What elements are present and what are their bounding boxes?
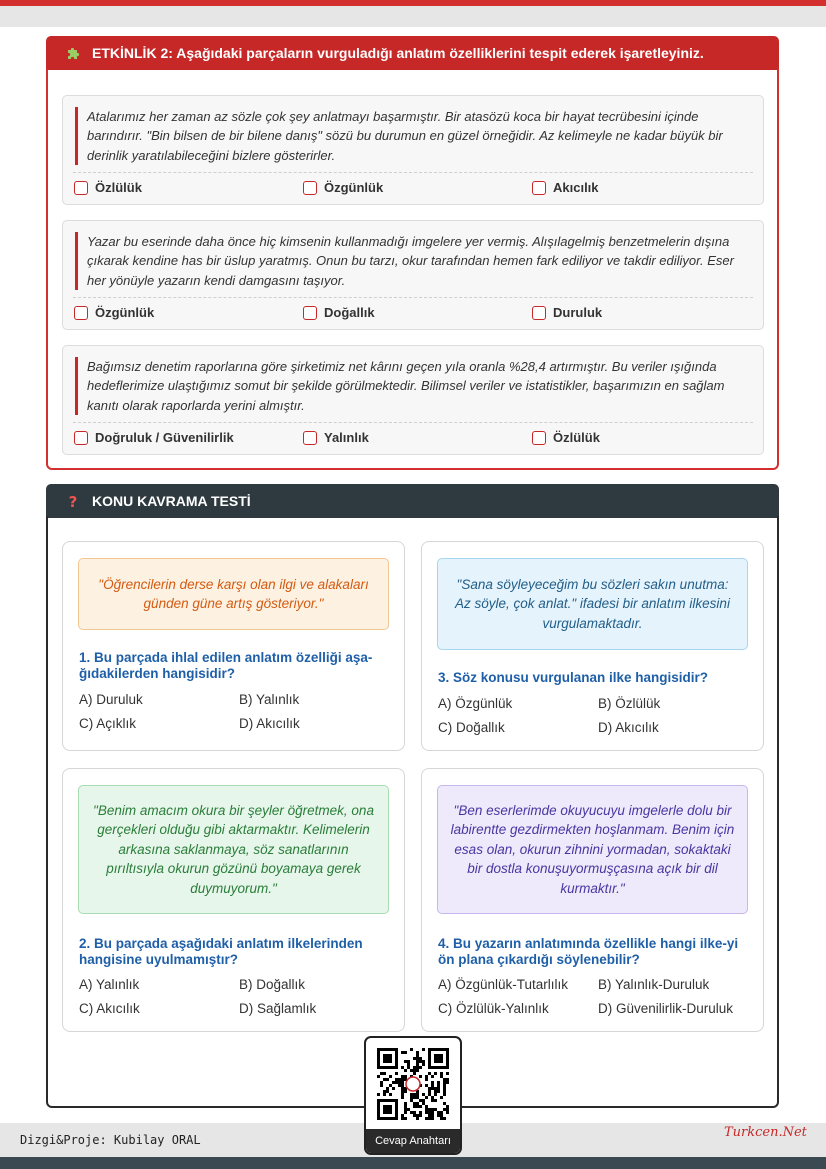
question-mark-icon bbox=[64, 492, 82, 510]
answer-option[interactable]: A) Özgünlük-Tutarlılık bbox=[438, 977, 569, 992]
option-checkbox[interactable] bbox=[532, 180, 599, 195]
answer-option[interactable]: B) Özlülük bbox=[598, 696, 661, 711]
quote-box: "Ben eserlerimde okuyucuyu imgelerle dolu bir labirentte gezdirmekten hoşlanmam. Benim için esas olan, okurun zihnini yormadan, sokaktaki bir dostla konuşuyormuşçasına açık bir dil kurmaktır." bbox=[437, 785, 748, 914]
footer-bottom-bar bbox=[0, 1157, 826, 1169]
checkbox-icon[interactable] bbox=[532, 431, 546, 445]
option-checkbox[interactable] bbox=[74, 430, 234, 445]
option-label: Doğallık bbox=[324, 305, 375, 320]
option-label: Özlülük bbox=[95, 180, 142, 195]
activity-paragraph: Yazar bu eserinde daha önce hiç kimsenin kullanmadığı imgelere yer vermiş. Alışılagelmiş benzetmelerin dışına çıkarak kendine has bir üslup yaratmış. Onun bu tarzı, okur tarafından hemen fark ediliyor ve takdir ediliyor. Eser her yönüyle yazarın kendi damgasını taşıyor. bbox=[75, 232, 755, 290]
checkbox-icon[interactable] bbox=[303, 306, 317, 320]
answer-option[interactable]: D) Akıcılık bbox=[239, 716, 300, 731]
option-checkbox[interactable] bbox=[532, 430, 600, 445]
test-title: KONU KAVRAMA TESTİ bbox=[92, 493, 251, 509]
activity-paragraph: Atalarımız her zaman az sözle çok şey anlatmayı başarmıştır. Bir atasözü koca bir hayat tecrübesini içinde barındırır. "Bin bilsen de bir bilene danış" sözü bu durumun en güzel örneğidir. Az kelimeyle ne kadar büyük bir derinlik yaratılabileceğini bizlere gösterirler. bbox=[75, 107, 755, 165]
answer-option[interactable]: C) Doğallık bbox=[438, 720, 505, 735]
test-banner bbox=[46, 484, 779, 518]
checkbox-icon[interactable] bbox=[532, 306, 546, 320]
puzzle-icon bbox=[64, 44, 82, 62]
answer-option[interactable]: C) Özlülük-Yalınlık bbox=[438, 1001, 549, 1016]
qr-code-icon[interactable] bbox=[377, 1048, 449, 1120]
divider bbox=[73, 297, 753, 298]
activity-card-1 bbox=[62, 95, 764, 205]
answer-option[interactable]: A) Özgünlük bbox=[438, 696, 513, 711]
answer-option[interactable]: C) Açıklık bbox=[79, 716, 137, 731]
brand-logo[interactable]: Turkcen.Net bbox=[724, 1125, 807, 1140]
answer-option[interactable]: B) Yalınlık bbox=[239, 692, 300, 707]
svg-text:?: ? bbox=[68, 493, 78, 509]
option-label: Doğruluk / Güvenilirlik bbox=[95, 430, 234, 445]
option-label: Yalınlık bbox=[324, 430, 369, 445]
option-checkbox[interactable] bbox=[303, 305, 375, 320]
option-label: Akıcılık bbox=[553, 180, 599, 195]
option-label: Özgünlük bbox=[324, 180, 384, 195]
question-text: 3. Söz konusu vurgulanan ilke hangisidir? bbox=[438, 670, 709, 685]
checkbox-icon[interactable] bbox=[303, 181, 317, 195]
question-card-3 bbox=[421, 541, 764, 751]
checkbox-icon[interactable] bbox=[74, 181, 88, 195]
question-card-1 bbox=[62, 541, 405, 751]
answer-option[interactable]: D) Akıcılık bbox=[598, 720, 659, 735]
answer-option[interactable]: D) Sağlamlık bbox=[239, 1001, 317, 1016]
activity-title: ETKİNLİK 2: Aşağıdaki parçaların vurguladığı anlatım özelliklerini tespit ederek işaretleyiniz. bbox=[92, 45, 704, 61]
answer-option[interactable]: D) Güvenilirlik-Duruluk bbox=[598, 1001, 734, 1016]
option-label: Duruluk bbox=[553, 305, 603, 320]
answer-key-qr[interactable] bbox=[364, 1036, 462, 1155]
activity-card-2 bbox=[62, 220, 764, 330]
top-gray-bar bbox=[0, 6, 826, 27]
question-text: 4. Bu yazarın anlatımında özellikle hangi ilke-yi ön plana çıkardığı söylenebilir? bbox=[438, 936, 739, 967]
answer-option[interactable]: B) Doğallık bbox=[239, 977, 306, 992]
question-card-2 bbox=[62, 768, 405, 1032]
option-label: Özgünlük bbox=[95, 305, 155, 320]
answer-option[interactable]: A) Yalınlık bbox=[79, 977, 140, 992]
activity-paragraph: Bağımsız denetim raporlarına göre şirketimiz net kârını geçen yıla oranla %28,4 artırmıştır. Bu veriler ışığında hedeflerimize ulaştığımız somut bir şekilde görülmektedir. Bilimsel veriler ve istatistikler, başarımızın en sağlam kanıtı olarak raporlarda yerini almıştır. bbox=[75, 357, 755, 415]
checkbox-icon[interactable] bbox=[74, 306, 88, 320]
option-checkbox[interactable] bbox=[532, 305, 602, 320]
credit-text: Dizgi&Proje: Kubilay ORAL bbox=[20, 1133, 201, 1147]
question-text: 1. Bu parçada ihlal edilen anlatım özelliği aşa-ğıdakilerden hangisidir? bbox=[79, 650, 373, 681]
activity-card-3 bbox=[62, 345, 764, 455]
answer-option[interactable]: A) Duruluk bbox=[79, 692, 143, 707]
checkbox-icon[interactable] bbox=[74, 431, 88, 445]
question-text: 2. Bu parçada aşağıdaki anlatım ilkelerinden hangisine uyulmamıştır? bbox=[79, 936, 363, 967]
option-checkbox[interactable] bbox=[303, 180, 383, 195]
checkbox-icon[interactable] bbox=[532, 181, 546, 195]
divider bbox=[73, 422, 753, 423]
answer-option[interactable]: C) Akıcılık bbox=[79, 1001, 140, 1016]
quote-box: "Sana söyleyeceğim bu sözleri sakın unutma: Az söyle, çok anlat." ifadesi bir anlatım ilkesini vurgulamaktadır. bbox=[437, 558, 748, 650]
quote-box: "Öğrencilerin derse karşı olan ilgi ve alakaları günden güne artış gösteriyor." bbox=[78, 558, 389, 630]
checkbox-icon[interactable] bbox=[303, 431, 317, 445]
quote-box: "Benim amacım okura bir şeyler öğretmek, ona gerçekleri olduğu gibi aktarmaktır. Kelimelerin arkasına saklanmaya, söz sanatlarının pırıltısıyla okurun gözünü boyamaya gerek duymuyorum." bbox=[78, 785, 389, 914]
activity-banner bbox=[46, 36, 779, 70]
option-checkbox[interactable] bbox=[74, 180, 142, 195]
option-checkbox[interactable] bbox=[303, 430, 369, 445]
qr-label: Cevap Anahtarı bbox=[366, 1129, 460, 1153]
answer-option[interactable]: B) Yalınlık-Duruluk bbox=[598, 977, 710, 992]
question-card-4 bbox=[421, 768, 764, 1032]
option-checkbox[interactable] bbox=[74, 305, 154, 320]
divider bbox=[73, 172, 753, 173]
option-label: Özlülük bbox=[553, 430, 600, 445]
